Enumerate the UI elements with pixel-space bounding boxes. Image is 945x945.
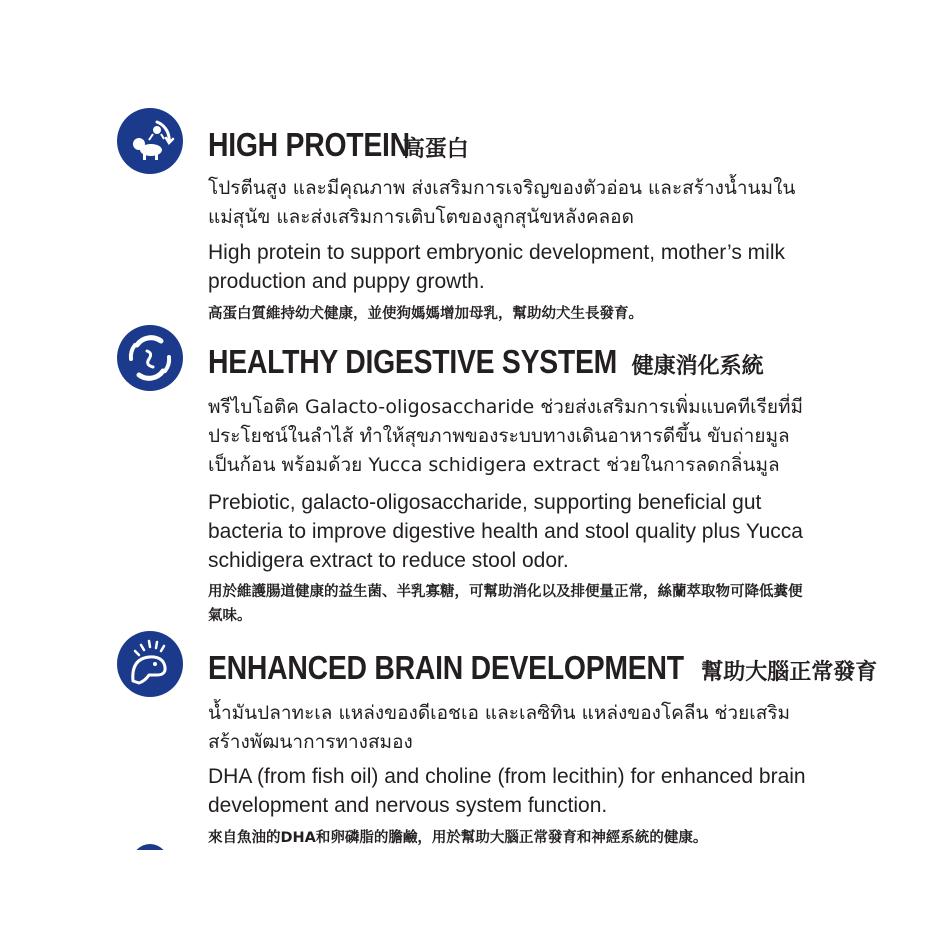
feature-text-english: Prebiotic, galacto-oligosaccharide, supporting beneficial gut bacteria to improve digestive health and stool quality plus Yucca schidigera extract to reduce stool odor. xyxy=(208,491,803,572)
feature-text-english: DHA (from fish oil) and choline (from lecithin) for enhanced brain development and nervous system function. xyxy=(208,765,806,817)
digestive-cycle-icon xyxy=(117,325,183,391)
feature-text-thai: พรีไบโอติค Galacto-oligosaccharide ช่วยส่งเสริมการเพิ่มแบคทีเรียที่มีประโยชน์ในลำไส้ ทำให้สุขภาพของระบบทางเดินอาหารดีขึ้น ขับถ่ายมูลเป็นก้อน พร้อมด้วย Yucca schidigera extract ช่วยในการลดกลิ่นมูล xyxy=(208,396,804,476)
feature-title-row xyxy=(208,343,764,381)
feature-title-en: HEALTHY DIGESTIVE SYSTEM xyxy=(208,343,618,380)
feature-text-thai: น้ำมันปลาทะเล แหล่งของดีเอชเอ และเลซิทิน แหล่งของโคลีน ช่วยเสริมสร้างพัฒนาการทางสมอง xyxy=(208,702,791,753)
puppy-cycle-icon xyxy=(117,108,183,174)
feature-title-zh: 高蛋白 xyxy=(402,137,469,162)
puppy-brain-icon xyxy=(117,631,183,697)
feature-text-chinese: 高蛋白質維持幼犬健康，並使狗媽媽增加母乳，幫助幼犬生長發育。 xyxy=(208,306,643,322)
feature-text-chinese: 用於維護腸道健康的益生菌、半乳寡糖，可幫助消化以及排便量正常，絲蘭萃取物可降低糞便氣味。 xyxy=(208,584,803,624)
feature-title-en: HIGH PROTEIN xyxy=(208,126,410,163)
feature-title-en: ENHANCED BRAIN DEVELOPMENT xyxy=(208,649,684,686)
cropped-next-icon xyxy=(132,844,168,850)
feature-text-chinese: 來自魚油的DHA和卵磷脂的膽鹼，用於幫助大腦正常發育和神經系統的健康。 xyxy=(208,830,708,846)
feature-text-english: High protein to support embryonic development, mother’s milk production and puppy growth. xyxy=(208,241,785,293)
feature-title-zh: 健康消化系統 xyxy=(631,354,764,379)
feature-title-row xyxy=(208,649,877,687)
feature-text-thai: โปรตีนสูง และมีคุณภาพ ส่งเสริมการเจริญของตัวอ่อน และสร้างน้ำนมในแม่สุนัข และส่งเสริมการเติบโตของลูกสุนัขหลังคลอด xyxy=(208,177,796,228)
feature-title-zh: 幫助大腦正常發育 xyxy=(701,660,878,685)
feature-title-row xyxy=(208,126,469,164)
